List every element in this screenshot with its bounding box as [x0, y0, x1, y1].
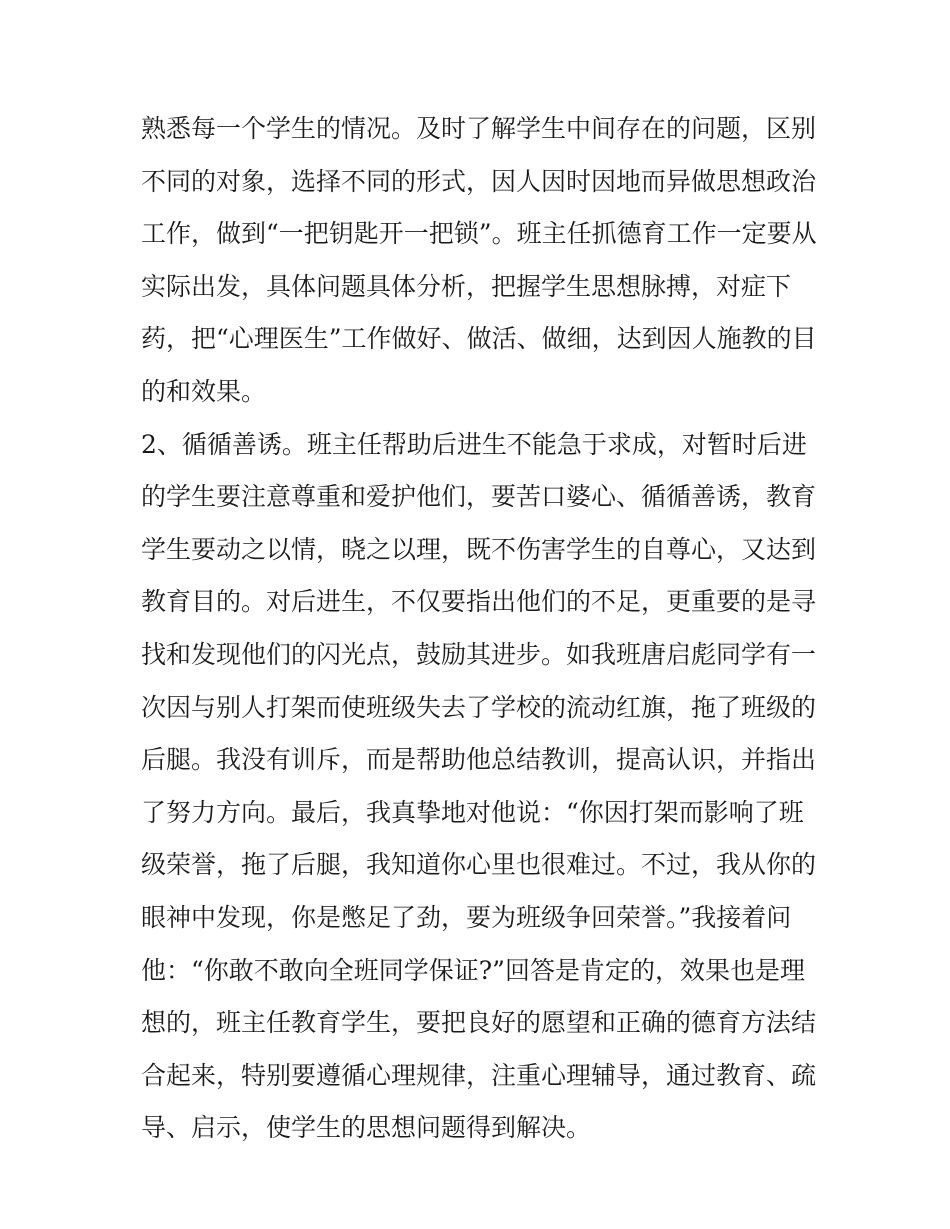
- text-line: 实际出发，具体问题具体分析，把握学生思想脉搏，对症下: [141, 271, 792, 301]
- text-line: 级荣誉，拖了后腿，我知道你心里也很难过。不过，我从你的: [141, 850, 817, 880]
- text-line: 的学生要注意尊重和爱护他们，要苦口婆心、循循善诱，教育: [141, 482, 817, 512]
- text-line: 找和发现他们的闪光点，鼓励其进步。如我班唐启彪同学有一: [141, 639, 817, 669]
- text-line: 想的，班主任教育学生，要把良好的愿望和正确的德育方法结: [141, 1008, 817, 1038]
- text-line: 不同的对象，选择不同的形式，因人因时因地而异做思想政治: [141, 166, 817, 196]
- text-line: 他：“你敢不敢向全班同学保证?”回答是肯定的，效果也是理: [141, 955, 805, 985]
- text-line: 教育目的。对后进生，不仅要指出他们的不足，更重要的是寻: [141, 587, 817, 617]
- text-line: 的和效果。: [141, 376, 267, 406]
- text-line: 学生要动之以情，晓之以理，既不伤害学生的自尊心，又达到: [141, 534, 817, 564]
- text-line: 眼神中发现，你是憋足了劲，要为班级争回荣誉。”我接着问: [141, 902, 792, 932]
- text-line: 工作，做到“一把钥匙开一把锁”。班主任抓德育工作一定要从: [141, 219, 817, 249]
- text-line: 2、循循善诱。班主任帮助后进生不能急于求成，对暂时后进: [141, 429, 807, 459]
- text-line: 合起来，特别要遵循心理规律，注重心理辅导，通过教育、疏: [141, 1060, 817, 1090]
- text-line: 后腿。我没有训斥，而是帮助他总结教训，提高认识，并指出: [141, 745, 817, 775]
- text-line: 导、启示，使学生的思想问题得到解决。: [141, 1113, 592, 1143]
- text-line: 了努力方向。最后，我真挚地对他说：“你因打架而影响了班: [141, 797, 804, 827]
- text-line: 药，把“心理医生”工作做好、做活、做细，达到因人施教的目: [141, 324, 817, 354]
- text-line: 次因与别人打架而使班级失去了学校的流动红旗，拖了班级的: [141, 692, 817, 722]
- text-line: 熟悉每一个学生的情况。及时了解学生中间存在的问题，区别: [141, 114, 817, 143]
- body-text: [141, 103, 821, 1155]
